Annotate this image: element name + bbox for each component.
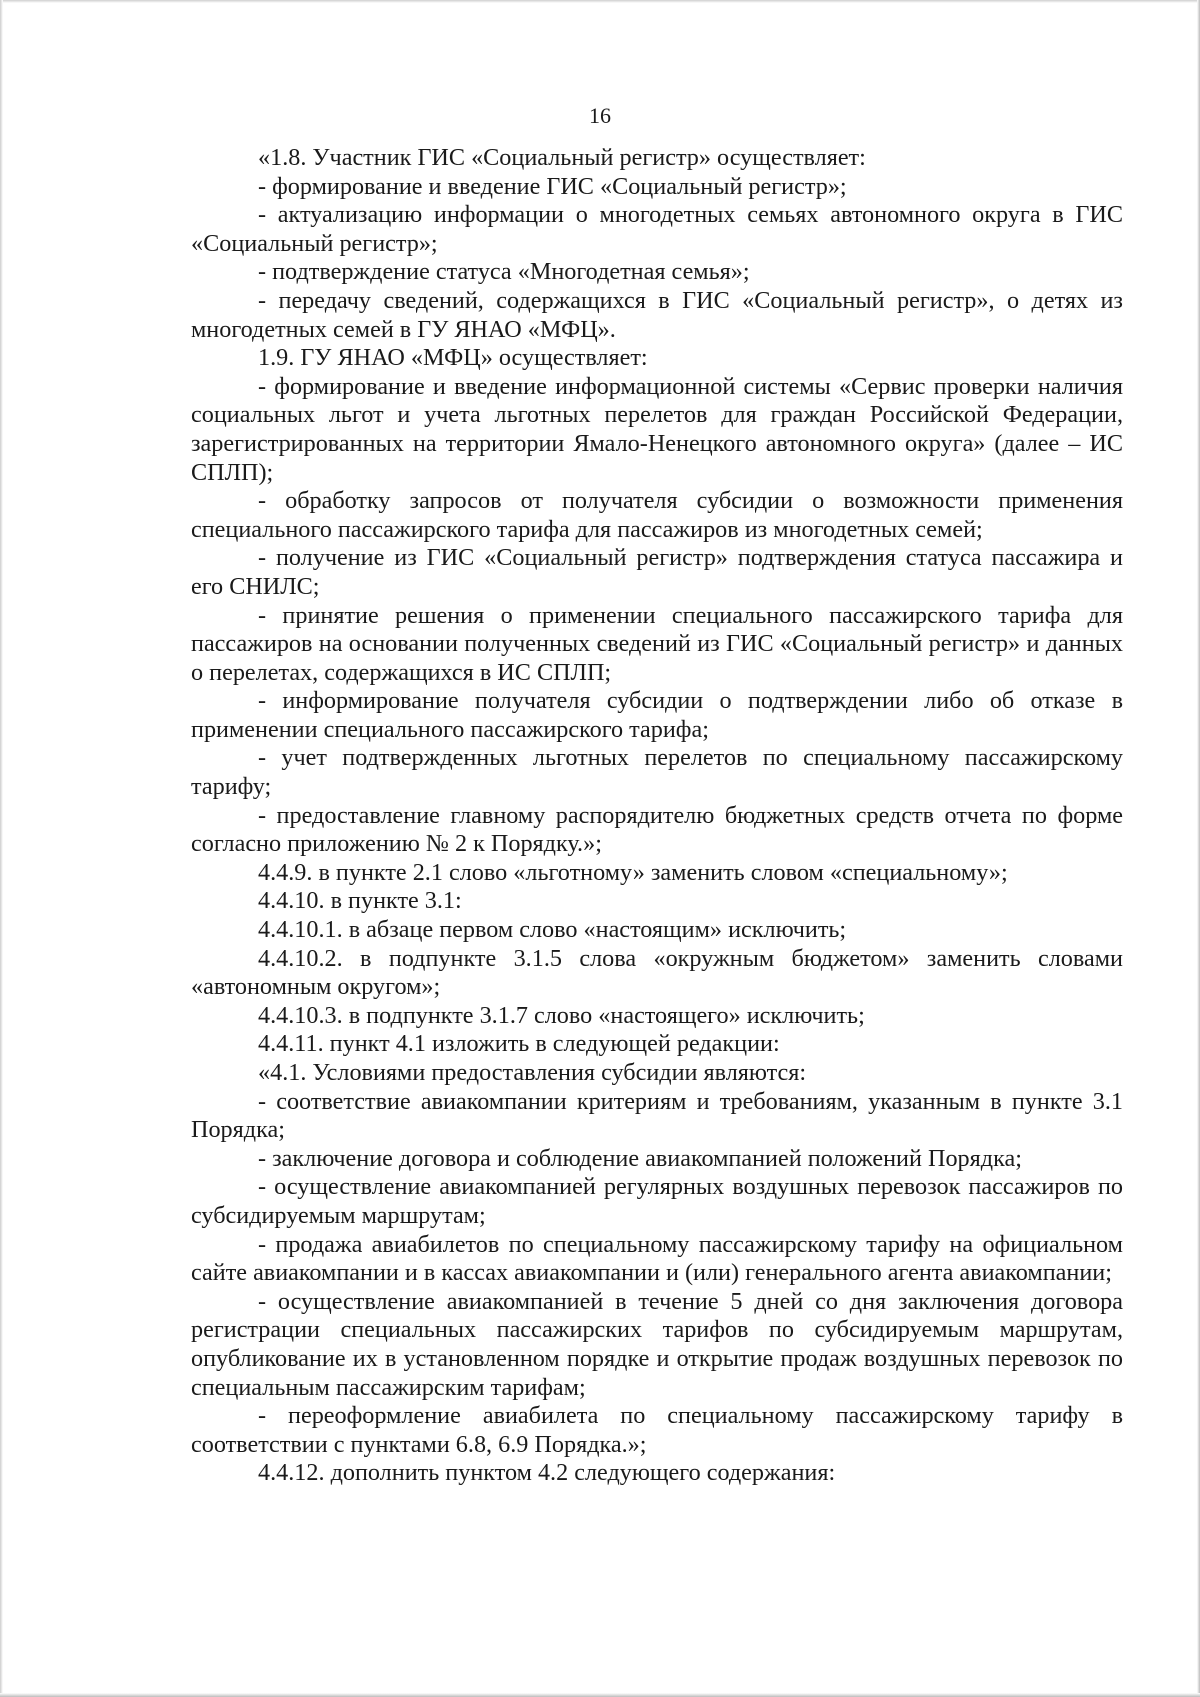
- paragraph-1-9-header: 1.9. ГУ ЯНАО «МФЦ» осуществляет:: [258, 344, 648, 372]
- list-item: - подтверждение статуса «Многодетная семья»;: [258, 258, 750, 286]
- list-item: - учет подтвержденных льготных перелетов по специальному пассажирскому тарифу;: [191, 744, 1123, 801]
- list-item: - осуществление авиакомпанией в течение 5 дней со дня заключения договора регистрации специальных пассажирских тарифов по субсидируемым маршрутам, опубликование их в установленном порядке и открытие продаж воздушных перевозок по специальным пассажирским тарифам;: [191, 1287, 1123, 1401]
- list-item: - информирование получателя субсидии о подтверждении либо об отказе в применении специального пассажирского тарифа;: [191, 687, 1123, 743]
- list-item: - передачу сведений, содержащихся в ГИС «Социальный регистр», о детях из многодетных семей в ГУ ЯНАО «МФЦ».: [191, 286, 1123, 343]
- list-item: - осуществление авиакомпанией регулярных воздушных перевозок пассажиров по субсидируемым маршрутам;: [191, 1173, 1123, 1229]
- list-item: - получение из ГИС «Социальный регистр» подтверждения статуса пассажира и его СНИЛС;: [191, 544, 1123, 600]
- paragraph-1-8-header: «1.8. Участник ГИС «Социальный регистр» осуществляет:: [258, 144, 866, 171]
- amendment-item: 4.4.12. дополнить пунктом 4.2 следующего содержания:: [258, 1459, 836, 1487]
- scan-edge-bottom: [0, 1693, 1200, 1697]
- amendment-item: 4.4.10. в пункте 3.1:: [258, 887, 462, 915]
- list-item: - соответствие авиакомпании критериям и требованиям, указанным в пункте 3.1 Порядка;: [191, 1087, 1123, 1144]
- list-item: - обработку запросов от получателя субсидии о возможности применения специального пассажирского тарифа для пассажиров из многодетных семей;: [191, 487, 1123, 543]
- amendment-item: 4.4.10.1. в абзаце первом слово «настоящим» исключить;: [258, 916, 847, 944]
- amendment-item: 4.4.11. пункт 4.1 изложить в следующей редакции:: [258, 1030, 780, 1058]
- list-item: - формирование и введение информационной системы «Сервис проверки наличия социальных льгот и учета льготных перелетов для граждан Российской Федерации, зарегистрированных на территории Ямало-Ненецкого автономного округа» (далее – ИС СПЛП);: [191, 372, 1123, 486]
- scan-edge-left: [0, 0, 3, 1697]
- list-item: - заключение договора и соблюдение авиакомпанией положений Порядка;: [258, 1144, 1022, 1172]
- list-item: - предоставление главному распорядителю бюджетных средств отчета по форме согласно приложению № 2 к Порядку.»;: [191, 801, 1123, 858]
- amendment-item: 4.4.10.2. в подпункте 3.1.5 слова «окружным бюджетом» заменить словами «автономным округом»;: [191, 944, 1123, 1001]
- scan-edge-top: [0, 0, 1200, 3]
- list-item: - формирование и введение ГИС «Социальный регистр»;: [258, 172, 847, 200]
- list-item: - принятие решения о применении специального пассажирского тарифа для пассажиров на основании полученных сведений из ГИС «Социальный регистр» и данных о перелетах, содержащихся в ИС СПЛП;: [191, 601, 1123, 686]
- page-number: 16: [589, 103, 611, 128]
- amendment-item: 4.4.9. в пункте 2.1 слово «льготному» заменить словом «специальному»;: [258, 858, 1008, 886]
- amendment-item: 4.4.10.3. в подпункте 3.1.7 слово «настоящего» исключить;: [258, 1001, 865, 1029]
- paragraph-4-1-header: «4.1. Условиями предоставления субсидии являются:: [258, 1059, 807, 1086]
- document-body: [191, 144, 1123, 1488]
- list-item: - переоформление авиабилета по специальному пассажирскому тарифу в соответствии с пунктами 6.8, 6.9 Порядка.»;: [191, 1402, 1123, 1458]
- list-item: - актуализацию информации о многодетных семьях автономного округа в ГИС «Социальный регистр»;: [191, 201, 1123, 257]
- list-item: - продажа авиабилетов по специальному пассажирскому тарифу на официальном сайте авиакомпании и в кассах авиакомпании и (или) генерального агента авиакомпании;: [191, 1230, 1123, 1287]
